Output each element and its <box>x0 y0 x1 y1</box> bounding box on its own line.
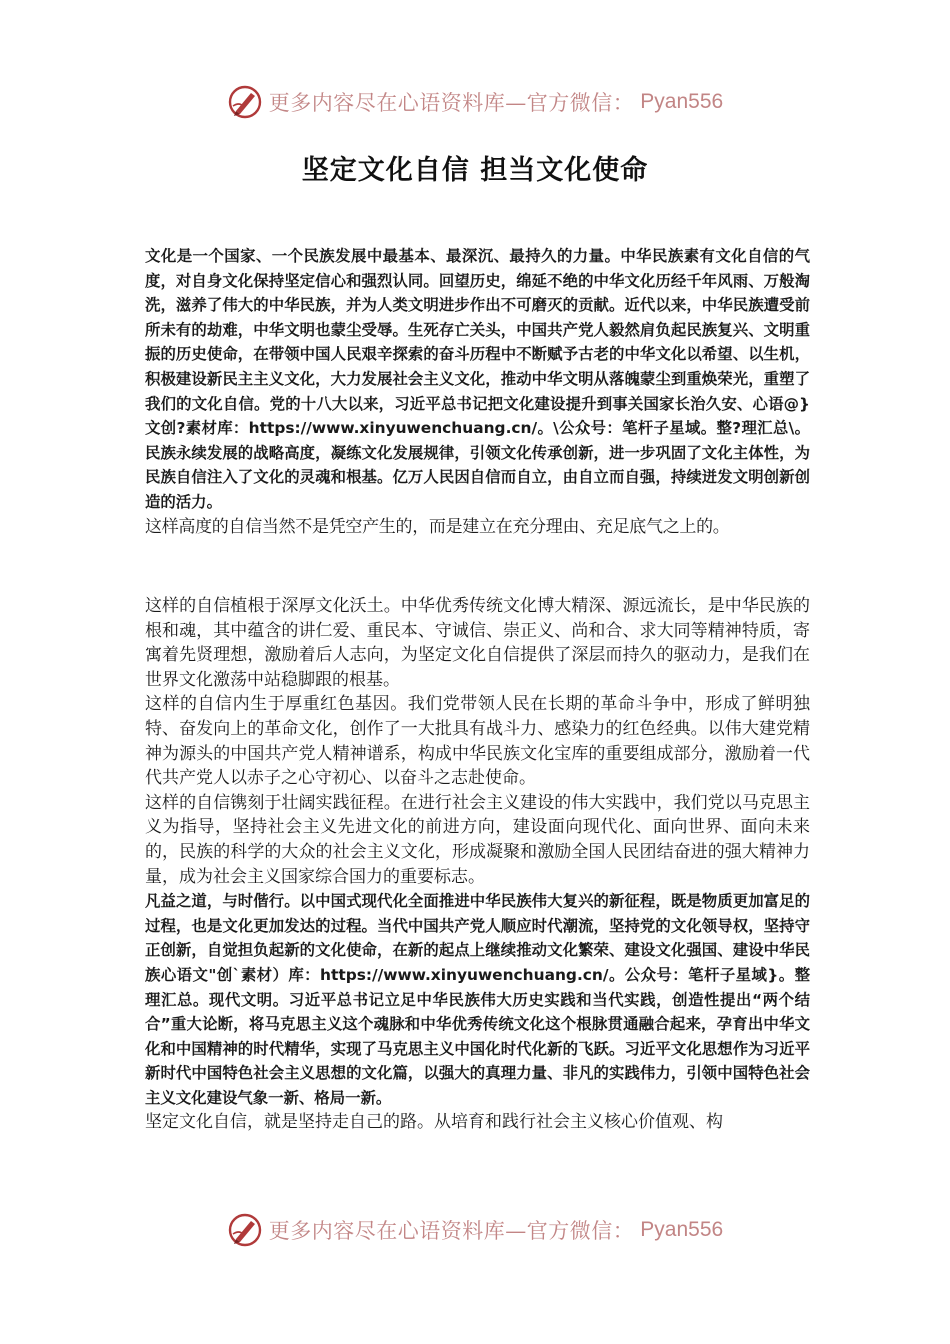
paragraph-practice: 这样的自信镌刻于壮阔实践征程。在进行社会主义建设的伟大实践中，我们党以马克思主义为指导，坚持社会主义先进文化的前进方向，建设面向现代化、面向世界、面向未来的，民族的科学的大众的社会主义文化，形成凝聚和激励全国人民团结奋进的强大精神力量，成为社会主义国家综合国力的重要标志。 <box>145 792 810 887</box>
footer-banner[interactable] <box>0 1210 950 1250</box>
document-title: 坚定文化自信 担当文化使命 <box>301 155 649 186</box>
header-wechat-id: Pyan556 <box>640 90 724 113</box>
pen-logo-icon <box>227 1212 263 1248</box>
paragraph-intro: 文化是一个国家、一个民族发展中最基本、最深沉、最持久的力量。中华民族素有文化自信的气度，对自身文化保持坚定信心和强烈认同。回望历史，绵延不绝的中华文化历经千年风雨、万般淘洗，滋养了伟大的中华民族，并为人类文明进步作出不可磨灭的贡献。近代以来，中华民族遭受前所未有的劫难，中华文明也蒙尘受辱。生死存亡关头，中国共产党人毅然肩负起民族复兴、文明重振的历史使命，在带领中国人民艰辛探索的奋斗历程中不断赋予古老的中华文化以希望、以生机，积极建设新民主主义文化，大力发展社会主义文化，推动中华文明从落魄蒙尘到重焕荣光，重塑了我们的文化自信。党的十八大以来，习近平总书记把文化建设提升到事关国家长治久安、心语@}文创?素材库：https://www.xinyuwenchuang.cn/。\公众号：笔杆子星域。整?理汇总\。民族永续发展的战略高度，凝练文化发展规律，引领文化传承创新，进一步巩固了文化主体性，为民族自信注入了文化的灵魂和根基。亿万人民因自信而自立，由自立而自强，持续迸发文明创新创造的活力。 <box>145 247 810 511</box>
footer-wechat-id: Pyan556 <box>640 1218 724 1241</box>
paragraph-own-path: 坚定文化自信，就是坚持走自己的路。从培育和践行社会主义核心价值观、构 <box>145 1112 723 1133</box>
document-body-top <box>145 244 810 539</box>
header-banner[interactable] <box>0 82 950 122</box>
footer-banner-text: 更多内容尽在心语资料库—官方微信： <box>268 1219 635 1243</box>
paragraph-cultural-soil: 这样的自信植根于深厚文化沃土。中华优秀传统文化博大精深、源远流长，是中华民族的根和魂，其中蕴含的讲仁爱、重民本、守诚信、崇正义、尚和合、求大同等精神特质，寄寓着先贤理想，激励着后人志向，为坚定文化自信提供了深层而持久的驱动力，是我们在世界文化激荡中站稳脚跟的根基。 <box>145 596 810 690</box>
header-banner-text: 更多内容尽在心语资料库—官方微信： <box>268 91 635 115</box>
paragraph-red-gene: 这样的自信内生于厚重红色基因。我们党带领人民在长期的革命斗争中，形成了鲜明独特、奋发向上的革命文化，创作了一大批具有战斗力、感染力的红色经典。以伟大建党精神为源头的中国共产党人精神谱系，构成中华民族文化宝库的重要组成部分，激励着一代代共产党人以赤子之心守初心、以奋斗之志赴使命。 <box>145 694 810 789</box>
pen-logo-icon <box>227 84 263 120</box>
paragraph-transition: 这样高度的自信当然不是凭空产生的，而是建立在充分理由、充足底气之上的。 <box>145 516 730 537</box>
paragraph-new-journey: 凡益之道，与时偕行。以中国式现代化全面推进中华民族伟大复兴的新征程，既是物质更加富足的过程，也是文化更加发达的过程。当代中国共产党人顺应时代潮流，坚持党的文化领导权，坚持守正创新，自觉担负起新的文化使命，在新的起点上继续推动文化繁荣、建设文化强国、建设中华民族心语文"创`素材）库：https://www.xinyuwenchuang.cn/。公众号：笔杆子星域}。整理汇总。现代文明。习近平总书记立足中华民族伟大历史实践和当代实践，创造性提出“两个结合”重大论断，将马克思主义这个魂脉和中华优秀传统文化这个根脉贯通融合起来，孕育出中华文化和中国精神的时代精华，实现了马克思主义中国化时代化新的飞跃。习近平文化思想作为习近平新时代中国特色社会主义思想的文化篇，以强大的真理力量、非凡的实践伟力，引领中国特色社会主义文化建设气象一新、格局一新。 <box>145 892 810 1107</box>
document-body-main <box>145 594 810 1135</box>
